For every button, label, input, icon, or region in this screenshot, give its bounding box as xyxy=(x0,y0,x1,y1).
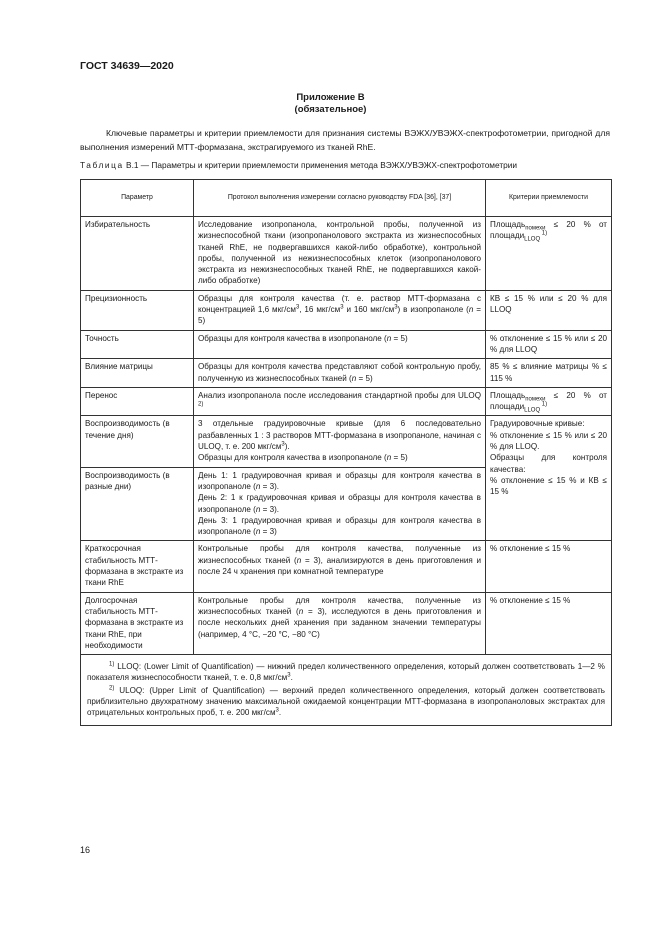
row-protocol: Контрольные пробы для контроля качества, полученные из жизнеспособных тканей (n = 3), анализируются в день приготовления и после 24 ч хранения при комнатной температуре xyxy=(194,541,486,592)
table-row xyxy=(81,592,612,654)
row-protocol: Образцы для контроля качества (т. е. раствор МТТ-формазана с концентрацией 1,6 мкг/$см^3$, 16 мкг/$см^3$ и 160 мкг/$см^3$) в изопропаноле (n = 5) xyxy=(194,290,486,330)
row-criteria: % отклонение ≤ 15 % или ≤ 20 % для LLOQ xyxy=(486,330,612,359)
row-param: Краткосрочная стабильность МТТ-формазана в экстракте из ткани RhE xyxy=(81,541,194,592)
table-row xyxy=(81,387,612,416)
footnote-2: $^{2)}$ ULOQ: (Upper Limit of Quantification) — верхний предел количественного определения, который должен соответствовать приблизительно двухкратному значению максимальной ожидаемой концентрации МТТ-формазана в изопропаноловых экстрактах для отрицательных контрольных проб, т. е. 200 мкг/$см^3$. xyxy=(87,685,605,718)
table-notes-row xyxy=(81,655,612,726)
header-param: Параметр xyxy=(81,180,194,217)
header-criteria: Критерии приемлемости xyxy=(486,180,612,217)
table-row xyxy=(81,541,612,592)
row-criteria: 85 % ≤ влияние матрицы % ≤ 115 % xyxy=(486,359,612,388)
row-param: Избирательность xyxy=(81,217,194,291)
footnote-1: $^{1)}$ LLOQ: (Lower Limit of Quantification) — нижний предел количественного определения, который должен соответствовать 1—2 % показателя жизнеспособности тканей, т. е. 0,8 мкг/$см^3$. xyxy=(87,661,605,683)
intro-paragraph: Ключевые параметры и критерии приемлемости для признания системы ВЭЖХ/УВЭЖХ-спектрофотометрии, пригодной для выполнения измерений МТТ-формазана, экстрагируемого из тканей RhE. xyxy=(80,128,610,152)
row-criteria: % отклонение ≤ 15 % xyxy=(486,592,612,654)
row-param: Воспроизводимость (в течение дня) xyxy=(81,416,194,467)
row-criteria: Площадь$_{помехи}$ ≤ 20 % от площади$_{LLOQ}$ $^{1)}$ xyxy=(486,387,612,416)
row-protocol: 3 отдельные градуировочные кривые (для 6 последовательно разбавленных 1 : 3 растворов МТТ-формазана в изопропаноле, начиная с ULOQ, т. е. 200 мкг/$см^3$). Образцы для контроля качества в изопропаноле (n = 5) xyxy=(194,416,486,467)
row-protocol: Образцы для контроля качества в изопропаноле (n = 5) xyxy=(194,330,486,359)
row-param: Точность xyxy=(81,330,194,359)
table-caption-text: В.1 — Параметры и критерии приемлемости применения метода ВЭЖХ/УВЭЖХ-спектрофотометрии xyxy=(123,160,518,170)
row-param: Перенос xyxy=(81,387,194,416)
table-footnotes xyxy=(81,655,612,726)
table-row xyxy=(81,330,612,359)
row-criteria: % отклонение ≤ 15 % xyxy=(486,541,612,592)
row-protocol: Анализ изопропанола после исследования стандартной пробы для ULOQ $^{2)}$ xyxy=(194,387,486,416)
row-criteria: КВ ≤ 15 % или ≤ 20 % для LLOQ xyxy=(486,290,612,330)
row-param: Влияние матрицы xyxy=(81,359,194,388)
table-row xyxy=(81,290,612,330)
page-number: 16 xyxy=(80,845,91,855)
header-protocol: Протокол выполнения измерении согласно руководству FDA [36], [37] xyxy=(194,180,486,217)
table-row xyxy=(81,416,612,467)
row-param: Долгосрочная стабильность МТТ-формазана в экстракте из ткани RhE, при необходимости xyxy=(81,592,194,654)
table-header-row xyxy=(81,180,612,217)
table-caption-prefix: Таблица xyxy=(80,160,124,170)
row-protocol: День 1: 1 градуировочная кривая и образцы для контроля качества в изопропаноле (n = 3). День 2: 1 к градуировочная кривая и образцы для контроля качества в изопропаноле (n = 3). День 3: 1 градуировочная кривая и образцы для контроля качества в изопропаноле (n = 3) xyxy=(194,467,486,541)
row-protocol: Образцы для контроля качества представляют собой контрольную пробу, полученную из жизнеспособных тканей (n = 5) xyxy=(194,359,486,388)
parameters-table xyxy=(80,179,612,726)
row-protocol: Контрольные пробы для контроля качества, полученные из жизнеспособных тканей (n = 3), исследуются в день приготовления и после нескольких дней хранения при заданном значении температуры (например, 4 °С, −20 °С, −80 °С) xyxy=(194,592,486,654)
appendix-title: Приложение В xyxy=(296,92,365,103)
row-criteria: Площадь$_{помехи}$ ≤ 20 % от площади$_{LLOQ}$ $^{1)}$ xyxy=(486,217,612,291)
appendix-status: (обязательное) xyxy=(294,104,367,115)
standard-number: ГОСТ 34639—2020 xyxy=(80,60,174,72)
row-param: Воспроизводимость (в разные дни) xyxy=(81,467,194,541)
row-protocol: Исследование изопропанола, контрольной пробы, полученной из жизнеспособной ткани (изопропанолового экстракта из жизнеспособных тканей RhE, не подвергавшихся какой-либо обработке), контрольной пробы, полученной из нежизнеспособных клеток (изопропанолового экстракта из нежизнеспособных тканей RhE, не подвергавшихся какой-либо обработке) xyxy=(194,217,486,291)
table-row xyxy=(81,217,612,291)
table-row xyxy=(81,359,612,388)
row-criteria: Градуировочные кривые: % отклонение ≤ 15 % или ≤ 20 % для LLOQ. Образцы для контроля качества: % отклонение ≤ 15 % и КВ ≤ 15 % xyxy=(486,416,612,541)
table-caption xyxy=(80,160,517,170)
row-param: Прецизионность xyxy=(81,290,194,330)
